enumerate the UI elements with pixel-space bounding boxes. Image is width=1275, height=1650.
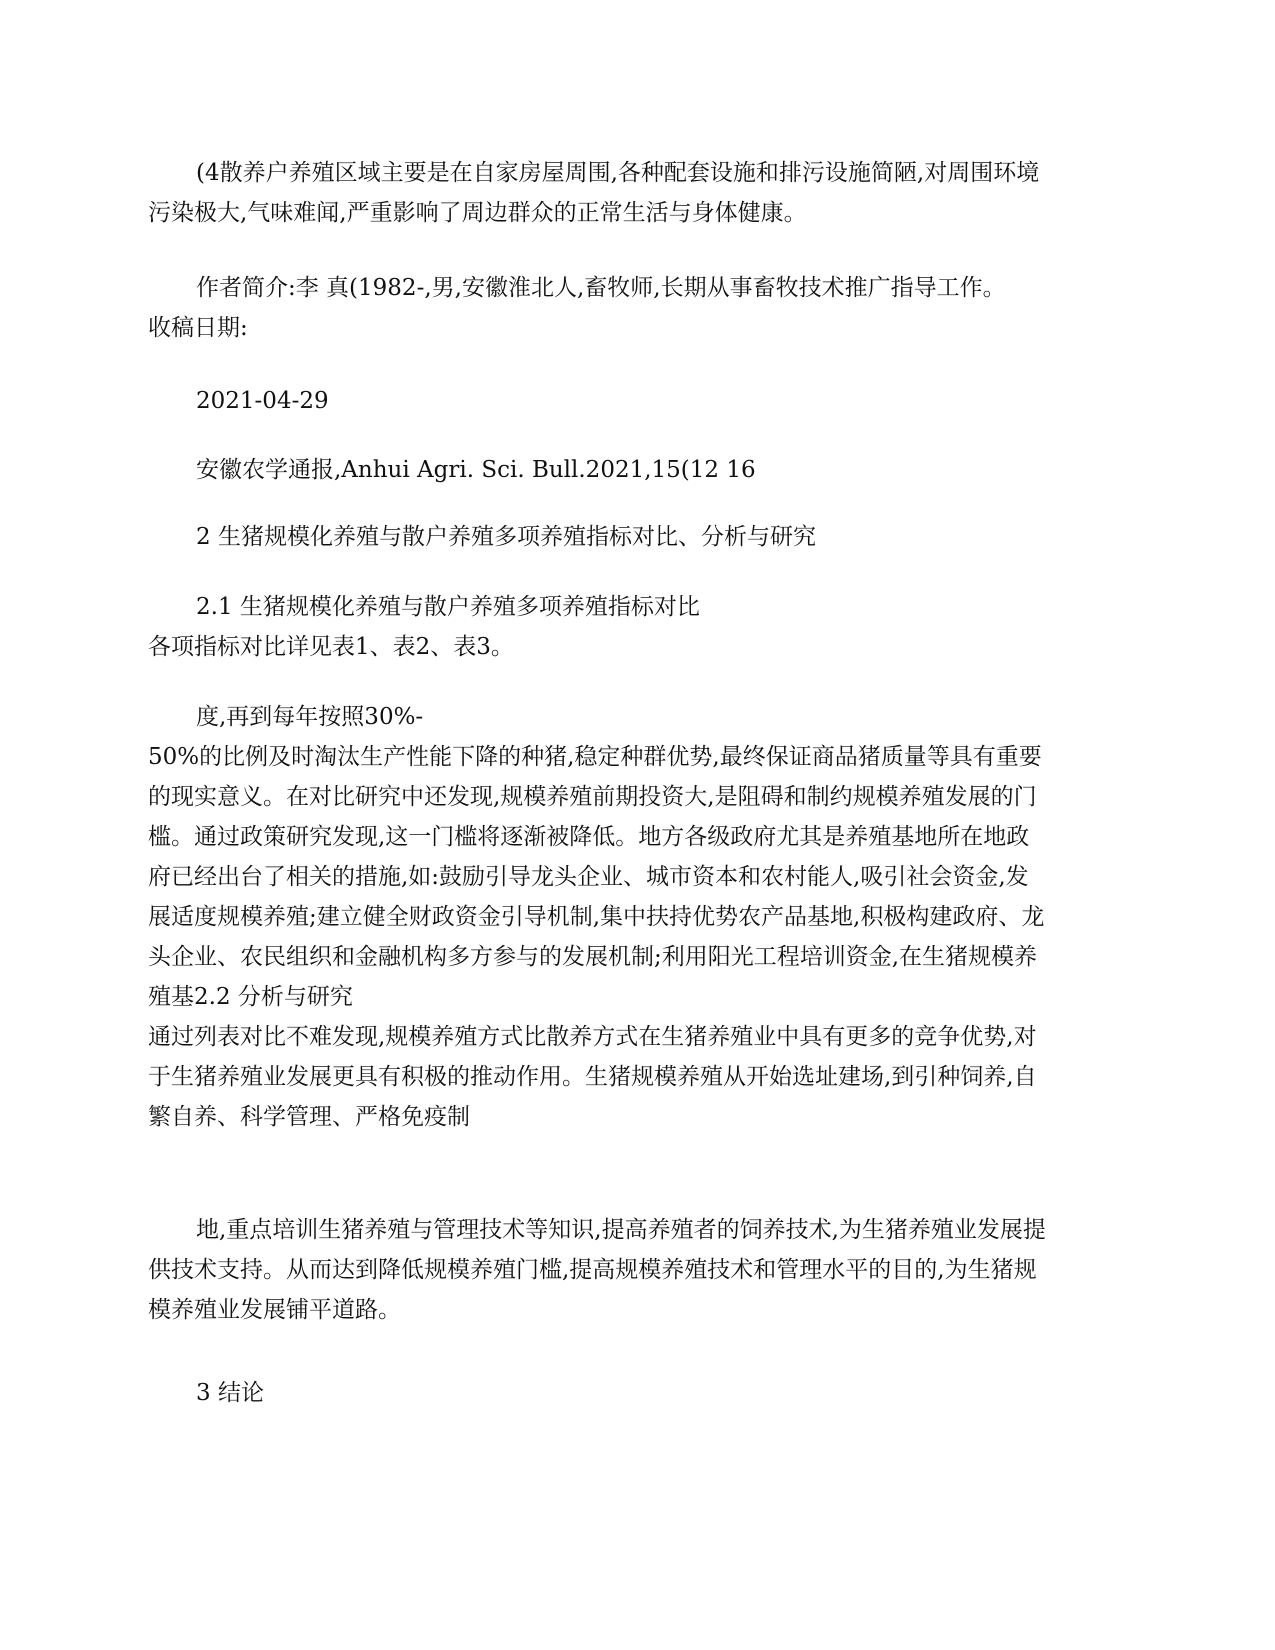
paragraph-training: [148, 1210, 1128, 1330]
received-date-label: 收稿日期:: [148, 315, 248, 341]
text-line: 的现实意义。在对比研究中还发现,规模养殖前期投资大,是阻碍和制约规模养殖发展的门: [148, 784, 1037, 810]
paragraph-section-2-1: [148, 587, 1128, 667]
text-line: 殖基2.2 分析与研究: [148, 984, 353, 1010]
text-line: (4散养户养殖区域主要是在自家房屋周围,各种配套设施和排污设施简陋,对周围环境: [196, 160, 1040, 186]
text-line: 供技术支持。从而达到降低规模养殖门槛,提高规模养殖技术和管理水平的目的,为生猪规: [148, 1257, 1037, 1283]
text-line: 污染极大,气味难闻,严重影响了周边群众的正常生活与身体健康。: [148, 200, 807, 226]
text-line: 繁自养、科学管理、严格免疫制: [148, 1104, 470, 1130]
paragraph-date: [148, 381, 1128, 421]
text-line: 头企业、农民组织和金融机构多方参与的发展机制;利用阳光工程培训资金,在生猪规模养: [148, 944, 1038, 970]
paragraph-pollution: [148, 153, 1128, 233]
section-heading-3: [148, 1373, 1128, 1413]
subsection-title: 2.1 生猪规模化养殖与散户养殖多项养殖指标对比: [196, 594, 700, 620]
text-line: 50%的比例及时淘汰生产性能下降的种猪,稳定种群优势,最终保证商品猪质量等具有重要: [148, 744, 1042, 770]
section-title: 3 结论: [196, 1380, 264, 1406]
text-line: 展适度规模养殖;建立健全财政资金引导机制,集中扶持优势农产品基地,积极构建政府、龙: [148, 904, 1045, 930]
text-line: 通过列表对比不难发现,规模养殖方式比散养方式在生猪养殖业中具有更多的竞争优势,对: [148, 1024, 1037, 1050]
journal-citation: 安徽农学通报,Anhui Agri. Sci. Bull.2021,15(12 16: [196, 457, 756, 483]
text-line: 府已经出台了相关的措施,如:鼓励引导龙头企业、城市资本和农村能人,吸引社会资金,发: [148, 864, 1029, 890]
text-line: 模养殖业发展铺平道路。: [148, 1297, 401, 1323]
text-line: 地,重点培训生猪养殖与管理技术等知识,提高养殖者的饲养技术,为生猪养殖业发展提: [196, 1217, 1046, 1243]
text-line: 各项指标对比详见表1、表2、表3。: [148, 634, 514, 660]
author-intro: 作者简介:李 真(1982-,男,安徽淮北人,畜牧师,长期从事畜牧技术推广指导工作。: [196, 275, 1006, 301]
paragraph-author-info: [148, 268, 1128, 348]
paragraph-journal: [148, 450, 1128, 490]
text-line: 度,再到每年按照30%-: [196, 704, 424, 730]
text-line: 槛。通过政策研究发现,这一门槛将逐渐被降低。地方各级政府尤其是养殖基地所在地政: [148, 824, 1030, 850]
paragraph-analysis: [148, 697, 1128, 1137]
text-line: 于生猪养殖业发展更具有积极的推动作用。生猪规模养殖从开始选址建场,到引种饲养,自: [148, 1064, 1037, 1090]
received-date: 2021-04-29: [196, 388, 329, 414]
section-title: 2 生猪规模化养殖与散户养殖多项养殖指标对比、分析与研究: [196, 524, 816, 550]
section-heading-2: [148, 517, 1128, 557]
